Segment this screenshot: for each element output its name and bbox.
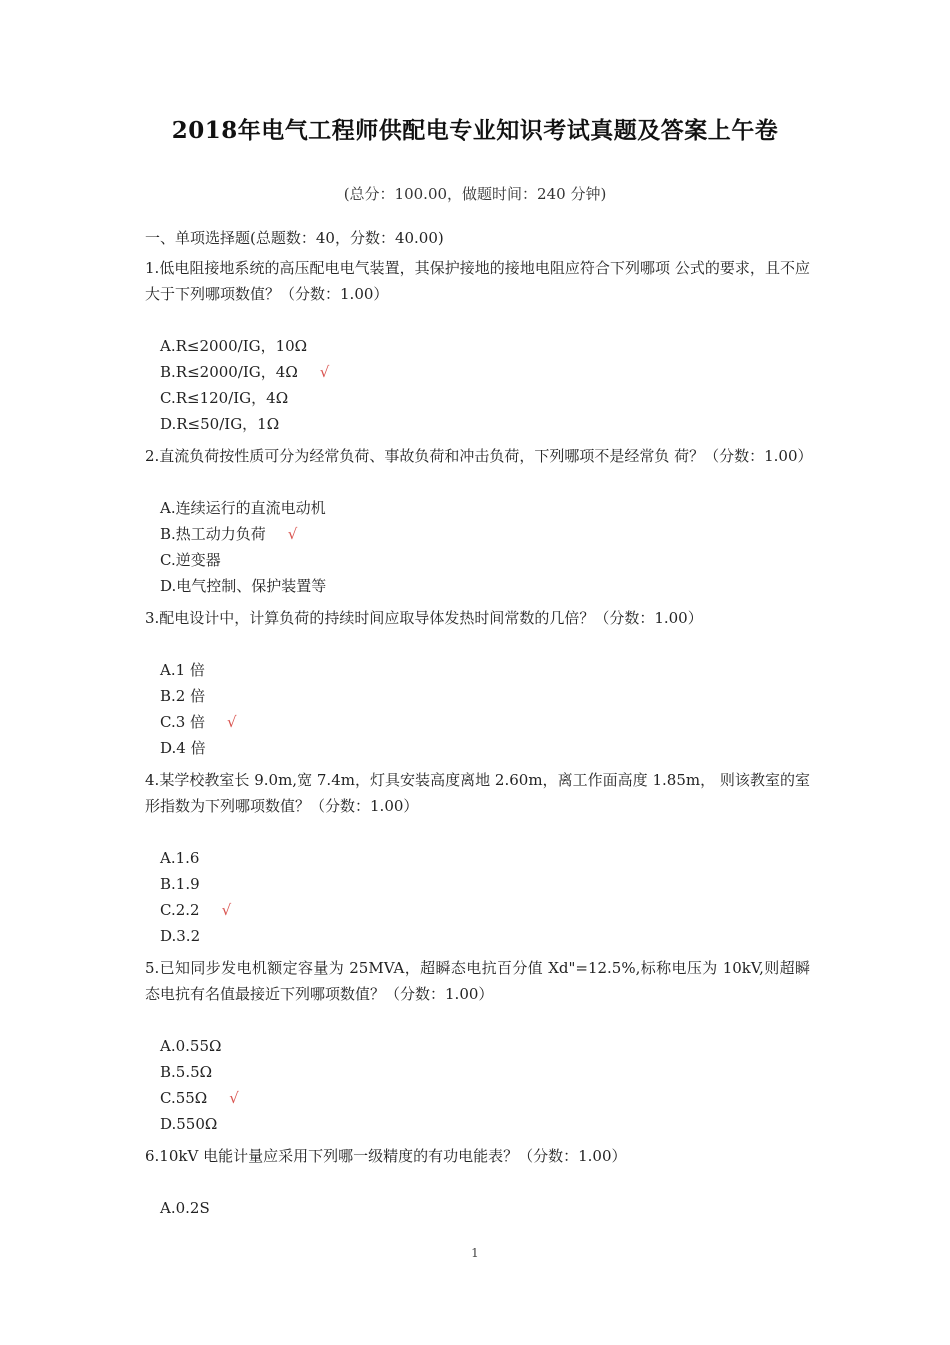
option-text: C.R≤120/IG，4Ω	[160, 389, 289, 407]
option-text: D.电气控制、保护装置等	[160, 577, 327, 595]
answer-option	[145, 1033, 810, 1059]
option-text: A.0.55Ω	[160, 1037, 222, 1055]
option-text: B.R≤2000/IG，4Ω	[160, 363, 298, 381]
answer-option	[145, 1195, 810, 1221]
answer-option	[145, 735, 810, 761]
option-text: D.4 倍	[160, 739, 206, 757]
option-text: B.2 倍	[160, 687, 206, 705]
answer-option	[145, 683, 810, 709]
option-text: C.2.2	[160, 901, 200, 919]
option-text: C.55Ω	[160, 1089, 208, 1107]
answer-option	[145, 923, 810, 949]
option-text: A.1.6	[160, 849, 200, 867]
answer-option	[145, 897, 810, 923]
question-text: 3.配电设计中，计算负荷的持续时间应取导体发热时间常数的几倍？（分数：1.00）	[145, 609, 703, 627]
option-list	[145, 333, 810, 437]
section-heading: 一、单项选择题(总题数：40，分数：40.00)	[145, 229, 444, 247]
answer-option	[145, 573, 810, 599]
question-item	[145, 605, 810, 761]
correct-answer-check-icon: √	[287, 525, 298, 543]
exam-info: (总分：100.00，做题时间：240 分钟)	[343, 185, 607, 203]
correct-answer-check-icon: √	[319, 363, 330, 381]
question-text: 6.10kV 电能计量应采用下列哪一级精度的有功电能表？（分数：1.00）	[145, 1147, 627, 1165]
answer-option	[145, 411, 810, 437]
option-text: A.1 倍	[160, 661, 205, 679]
answer-option	[145, 521, 810, 547]
document-title: 2018年电气工程师供配电专业知识考试真题及答案上午卷	[171, 117, 779, 144]
correct-answer-check-icon: √	[221, 901, 232, 919]
option-text: D.R≤50/IG，1Ω	[160, 415, 280, 433]
question-item	[145, 767, 810, 949]
option-list	[145, 1033, 810, 1137]
answer-option	[145, 1085, 810, 1111]
option-text: A.连续运行的直流电动机	[160, 499, 326, 517]
question-text: 4.某学校教室长 9.0m,宽 7.4m，灯具安装高度离地 2.60m，离工作面高度 1.85m， 则该教室的室形指数为下列哪项数值？（分数：1.00）	[145, 771, 810, 815]
answer-option	[145, 845, 810, 871]
question-item	[145, 955, 810, 1137]
question-text: 5.已知同步发电机额定容量为 25MVA，超瞬态电抗百分值 Xd"=12.5%,标称电压为 10kV,则超瞬态电抗有名值最接近下列哪项数值？（分数：1.00）	[145, 959, 810, 1003]
answer-option	[145, 359, 810, 385]
question-text: 1.低电阻接地系统的高压配电电气装置，其保护接地的接地电阻应符合下列哪项 公式的要求，且不应大于下列哪项数值？（分数：1.00）	[145, 259, 810, 303]
option-text: B.热工动力负荷	[160, 525, 266, 543]
option-text: B.5.5Ω	[160, 1063, 213, 1081]
question-item	[145, 255, 810, 437]
answer-option	[145, 385, 810, 411]
correct-answer-check-icon: √	[229, 1089, 239, 1107]
answer-option	[145, 1059, 810, 1085]
question-list	[145, 255, 813, 1221]
option-text: C.逆变器	[160, 551, 221, 569]
option-text: C.3 倍	[160, 713, 206, 731]
answer-option	[145, 495, 810, 521]
answer-option	[145, 709, 810, 735]
correct-answer-check-icon: √	[227, 713, 237, 731]
question-item	[145, 443, 813, 599]
page-number: 1	[471, 1246, 479, 1260]
option-text: A.0.2S	[160, 1199, 210, 1217]
option-text: B.1.9	[160, 875, 200, 893]
option-list	[145, 845, 810, 949]
answer-option	[145, 547, 810, 573]
option-text: A.R≤2000/IG，10Ω	[160, 337, 308, 355]
question-text: 2.直流负荷按性质可分为经常负荷、事故负荷和冲击负荷，下列哪项不是经常负 荷？（分数：1.00）	[145, 447, 813, 465]
option-text: D.3.2	[160, 927, 201, 945]
answer-option	[145, 871, 810, 897]
answer-option	[145, 657, 810, 683]
option-list	[145, 495, 810, 599]
answer-option	[145, 1111, 810, 1137]
exam-content	[145, 225, 813, 1221]
option-list	[145, 1195, 810, 1221]
question-item	[145, 1143, 810, 1221]
option-text: D.550Ω	[160, 1115, 218, 1133]
answer-option	[145, 333, 810, 359]
option-list	[145, 657, 810, 761]
